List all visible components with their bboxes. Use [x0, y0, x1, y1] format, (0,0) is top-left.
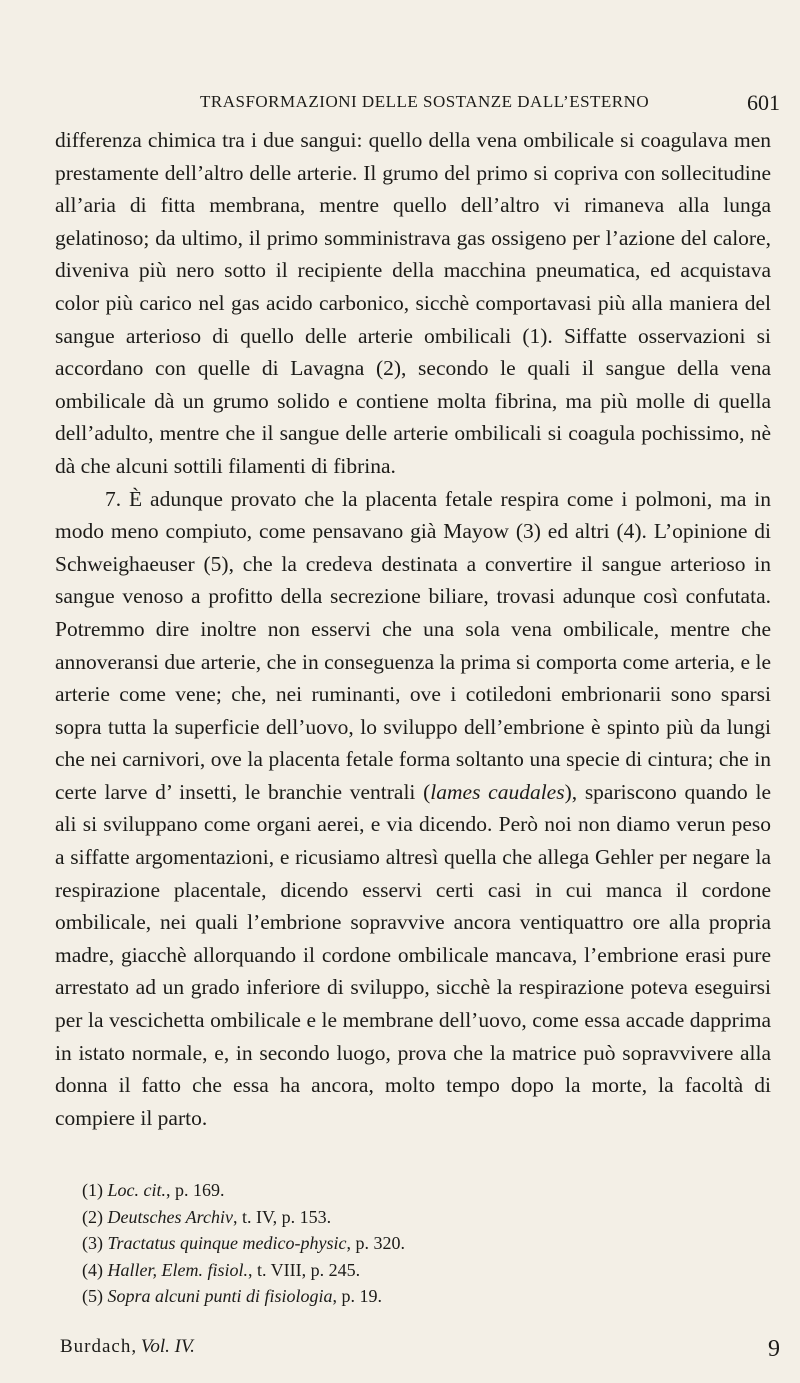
paragraph-continued: differenza chimica tra i due sangui: quello della vena ombilicale si coagulava men prestamente dell’altro delle arterie. Il grumo del primo si copriva con sollecitudine all’aria di fitta membrana, mentre quello dell’altro vi rimaneva alla lunga gelatinoso; da ultimo, il primo somministrava gas ossigeno per l’azione del calore, diveniva più nero sotto il recipiente della macchina pneumatica, ed acquistava color più carico nel gas acido carbonico, sicchè comportavasi più alla maniera del sangue arterioso di quello delle arterie ombilicali (1). Siffatte osservazioni si accordano con quelle di Lavagna (2), secondo le quali il sangue della vena ombilicale dà un grumo solido e contiene molta fibrina, ma più molle di quella dell’adulto, mentre che il sangue delle arterie ombilicali si coagula pochissimo, nè dà che alcuni sottili filamenti di fibrina.: [55, 128, 771, 478]
running-title: TRASFORMAZIONI DELLE SOSTANZE DALL’ESTERNO: [200, 92, 650, 111]
footnote-ref: , t. VIII, p. 245.: [248, 1259, 361, 1280]
footnote-number: (1): [82, 1180, 103, 1200]
paragraph-7-text-b: ), spariscono quando le ali si sviluppano come organi aerei, e via dicendo. Però noi non diamo verun peso a siffatte argomentazioni, e ricusiamo altresì quella che allega Gehler per negare la respirazione placentale, dicendo esservi certi casi in cui manca il cordone ombilicale, nei quali l’embrione sopravvive ancora ventiquattro ore alla propria madre, giacchè allorquando il cordone ombilicale mancava, l’embrione erasi pure arrestato ad un grado inferiore di sviluppo, sicchè la respirazione poteva eseguirsi per la vescichetta ombilicale e le membrane dell’uovo, come essa accade dapprima in istato normale, e, in secondo luogo, prova che la matrice può sopravvivere alla donna il fatto che essa ha ancora, molto tempo dopo la morte, la facoltà di compiere il parto.: [55, 779, 771, 1130]
paragraph-7-italic: lames caudales: [430, 779, 565, 804]
running-header: [200, 90, 780, 115]
footnote-2: [82, 1204, 782, 1231]
footnote-number: (4): [82, 1259, 103, 1280]
main-text: [55, 124, 771, 1134]
footnote-number: (5): [82, 1286, 103, 1306]
footnote-ref: , p. 320.: [346, 1233, 405, 1253]
footnote-source: Tractatus quinque medico-physic: [107, 1233, 347, 1253]
footnote-ref: , p. 19.: [332, 1286, 383, 1306]
signature-line: Burdach, Vol. IV. 9: [60, 1336, 780, 1362]
paragraph-7: [55, 483, 771, 1135]
footnote-source: Haller, Elem. fisiol.: [107, 1259, 248, 1280]
footnote-5: [82, 1283, 782, 1310]
footnote-number: (2): [82, 1206, 103, 1227]
footnote-3: [82, 1230, 782, 1257]
footnote-ref: , p. 169.: [166, 1180, 225, 1200]
footnote-source: Loc. cit.: [107, 1180, 166, 1200]
page-number: 601: [747, 90, 780, 115]
footnote-4: [82, 1257, 782, 1284]
signature-mark: 9: [768, 1336, 780, 1362]
paragraph-7-text-a: 7. È adunque provato che la placenta fetale respira come i polmoni, ma in modo meno compiuto, come pensavano già Mayow (3) ed altri (4). L’opinione di Schweighaeuser (5), che la credeva destinata a convertire il sangue arterioso in sangue venoso a profitto della secrezione biliare, trovasi adunque così confutata. Potremmo dire inoltre non esservi che una sola vena ombilicale, mentre che annoveransi due arterie, che in conseguenza la prima si comporta come arteria, e le arterie come vene; che, nei ruminanti, ove i cotiledoni embrionarii sono sparsi sopra tutta la superficie dell’uovo, lo sviluppo dell’embrione è spinto più da lungi che nei carnivori, ove la placenta fetale forma soltanto una specie di cintura; che in certe larve d’ insetti, le branchie ventrali (: [55, 486, 771, 804]
footnote-ref: , t. IV, p. 153.: [232, 1206, 332, 1227]
signature-author: Burdach: [60, 1336, 132, 1357]
footnote-number: (3): [82, 1233, 103, 1253]
footnotes: [82, 1177, 782, 1310]
footnote-source: Deutsches Archiv: [107, 1206, 233, 1227]
signature-volume: Vol. IV.: [140, 1336, 195, 1357]
footnote-1: [82, 1177, 782, 1204]
footnote-source: Sopra alcuni punti di fisiologia: [107, 1286, 333, 1306]
